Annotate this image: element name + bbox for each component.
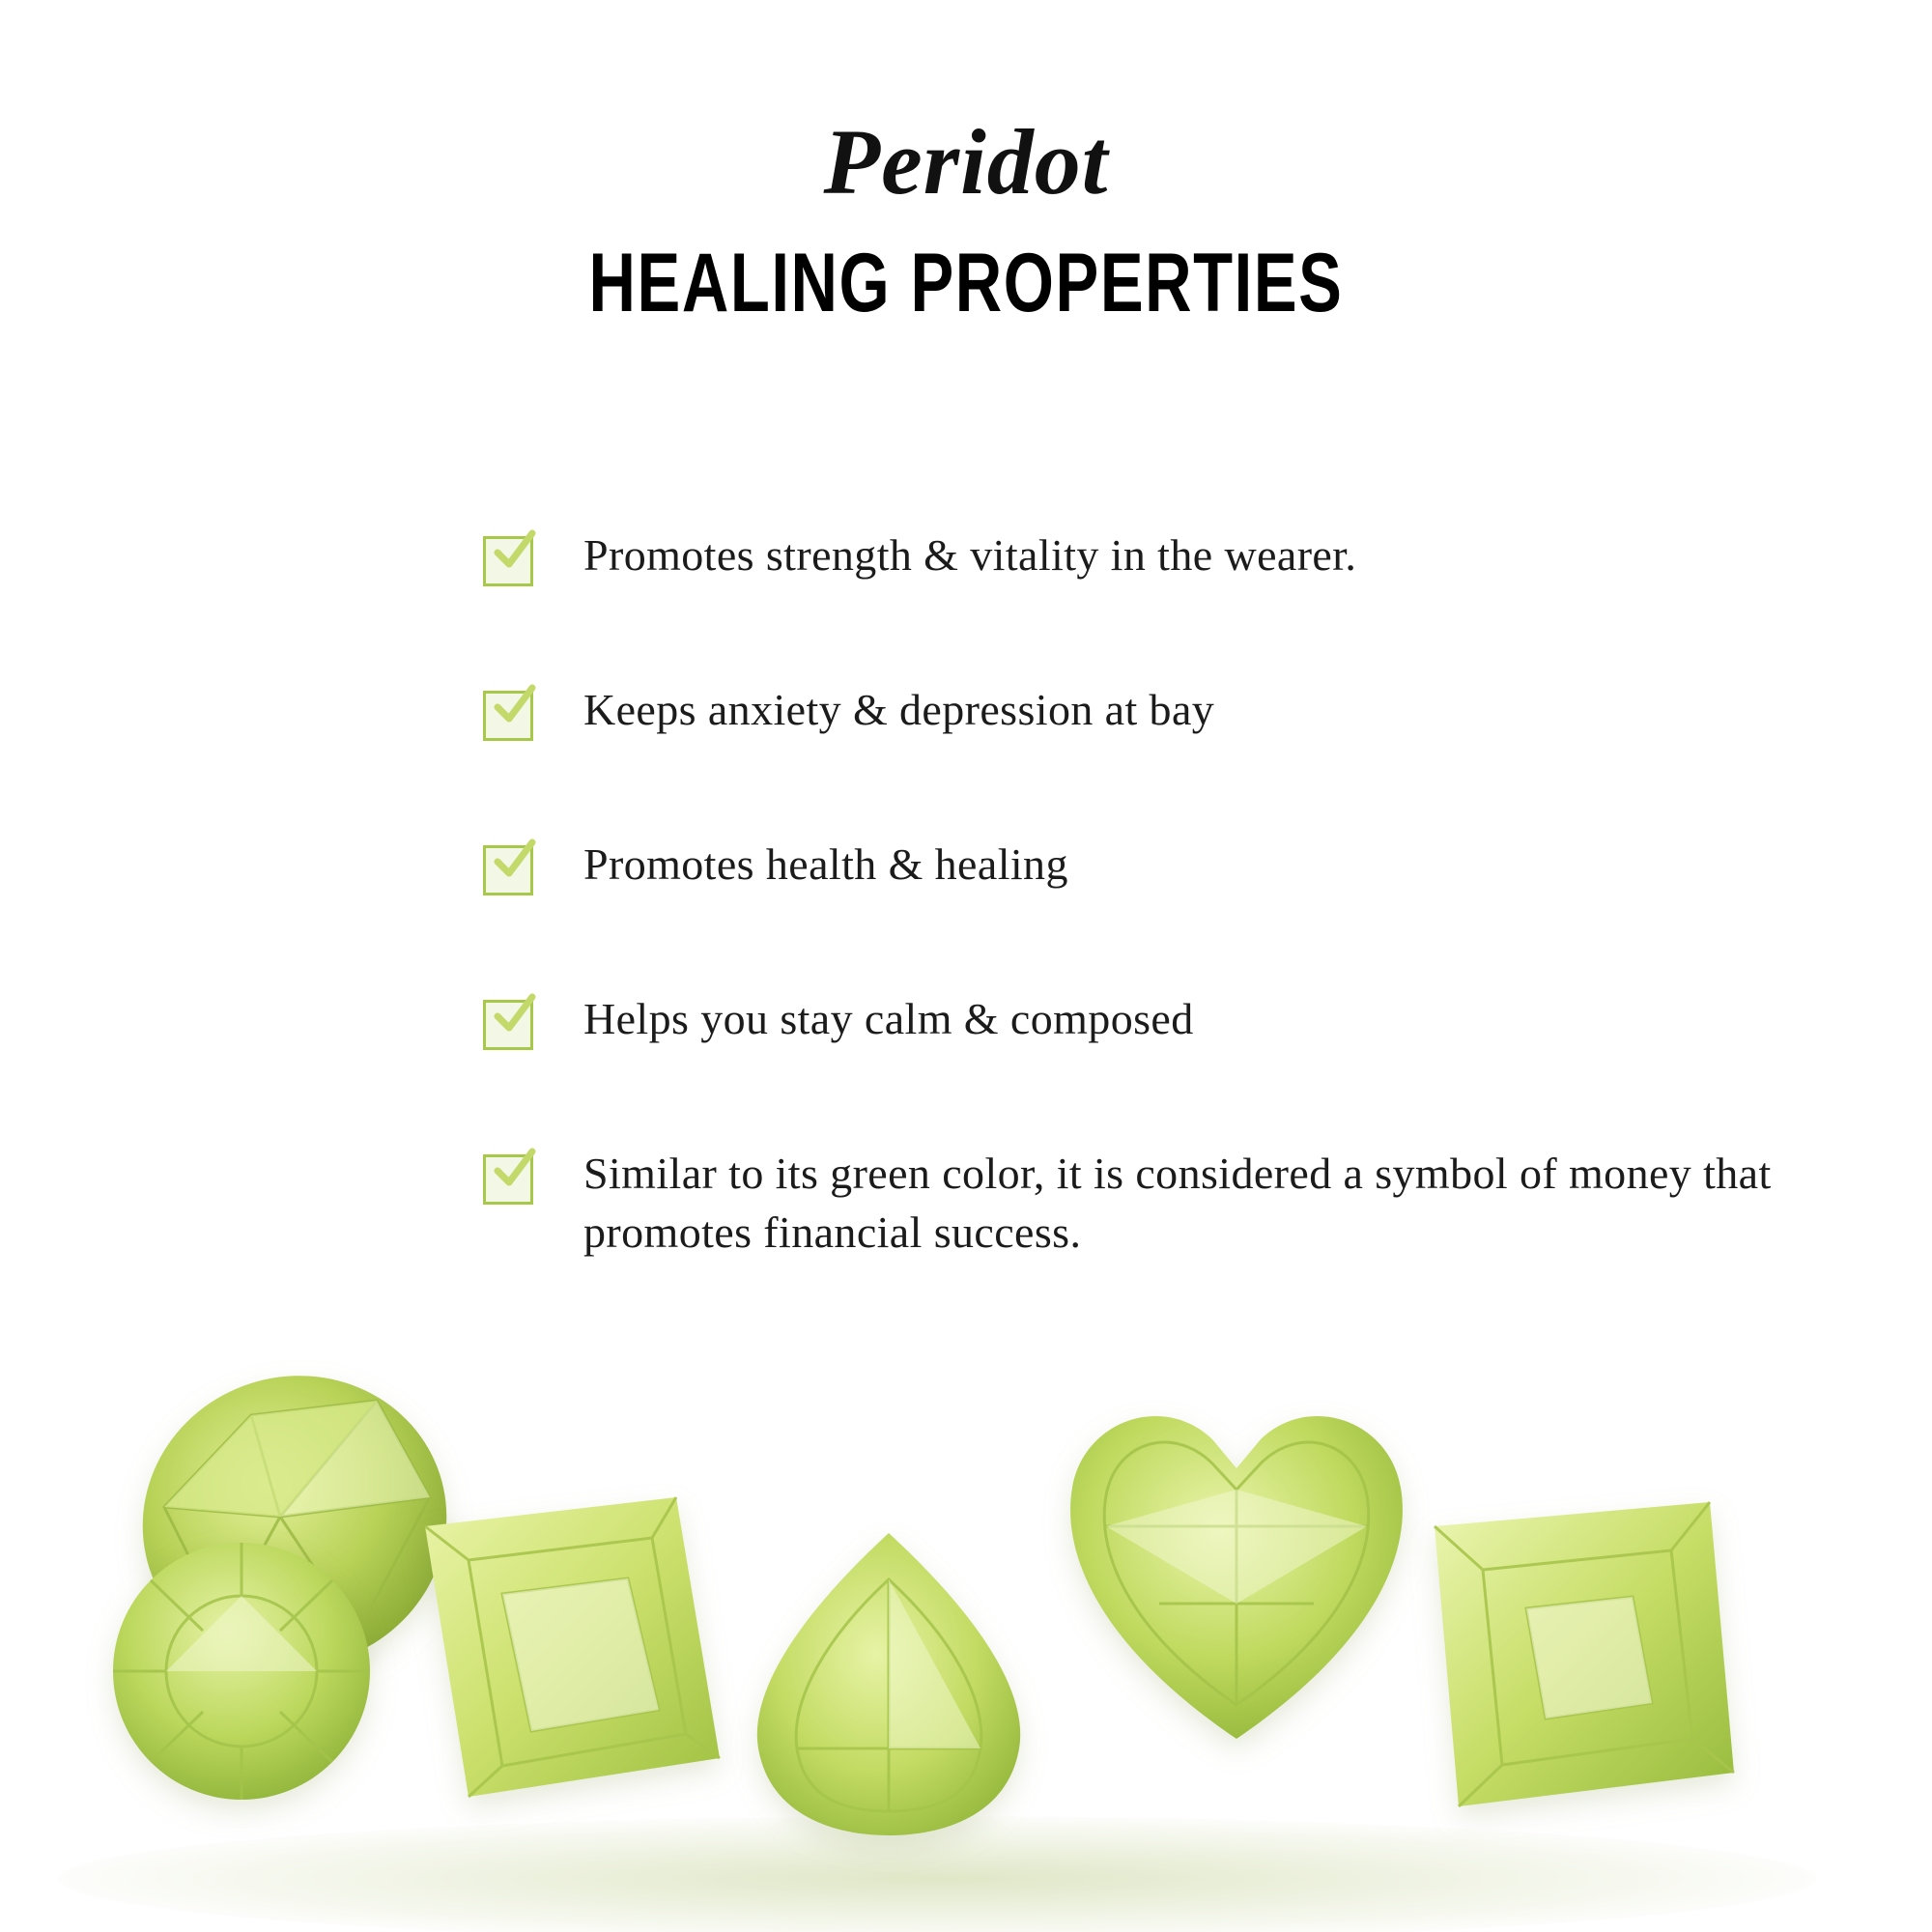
check-mark-icon bbox=[492, 682, 536, 726]
peridot-gemstone-group bbox=[0, 1352, 1932, 1932]
list-item bbox=[483, 990, 1797, 1050]
checkbox-checked-icon bbox=[483, 1154, 533, 1205]
checkbox-checked-icon bbox=[483, 1000, 533, 1050]
list-item bbox=[483, 681, 1797, 741]
list-item-label: Similar to its green color, it is considered a symbol of money that promotes financial success. bbox=[583, 1149, 1772, 1257]
list-item bbox=[483, 1145, 1797, 1262]
heart-cut-gem bbox=[1043, 1372, 1430, 1758]
check-mark-icon bbox=[492, 991, 536, 1036]
page-title-script: Peridot bbox=[823, 110, 1109, 213]
list-item-label: Promotes health & healing bbox=[583, 839, 1068, 889]
list-item-label: Keeps anxiety & depression at bay bbox=[583, 685, 1215, 734]
check-mark-icon bbox=[492, 837, 536, 881]
list-item bbox=[483, 836, 1797, 895]
list-item-label: Helps you stay calm & composed bbox=[583, 994, 1194, 1043]
round-cut-gem-small bbox=[106, 1536, 377, 1806]
check-mark-icon bbox=[492, 527, 536, 572]
pear-cut-gem bbox=[734, 1521, 1043, 1840]
list-item-label: Promotes strength & vitality in the wearer. bbox=[583, 530, 1357, 580]
healing-properties-list bbox=[483, 526, 1797, 1262]
list-item bbox=[483, 526, 1797, 586]
checkbox-checked-icon bbox=[483, 845, 533, 895]
check-mark-icon bbox=[492, 1146, 536, 1190]
emerald-cut-gem bbox=[386, 1468, 744, 1826]
page-title-main: HEALING PROPERTIES bbox=[588, 237, 1344, 329]
checkbox-checked-icon bbox=[483, 691, 533, 741]
page-header bbox=[0, 0, 1932, 329]
square-cut-gem bbox=[1401, 1483, 1758, 1840]
checkbox-checked-icon bbox=[483, 536, 533, 586]
